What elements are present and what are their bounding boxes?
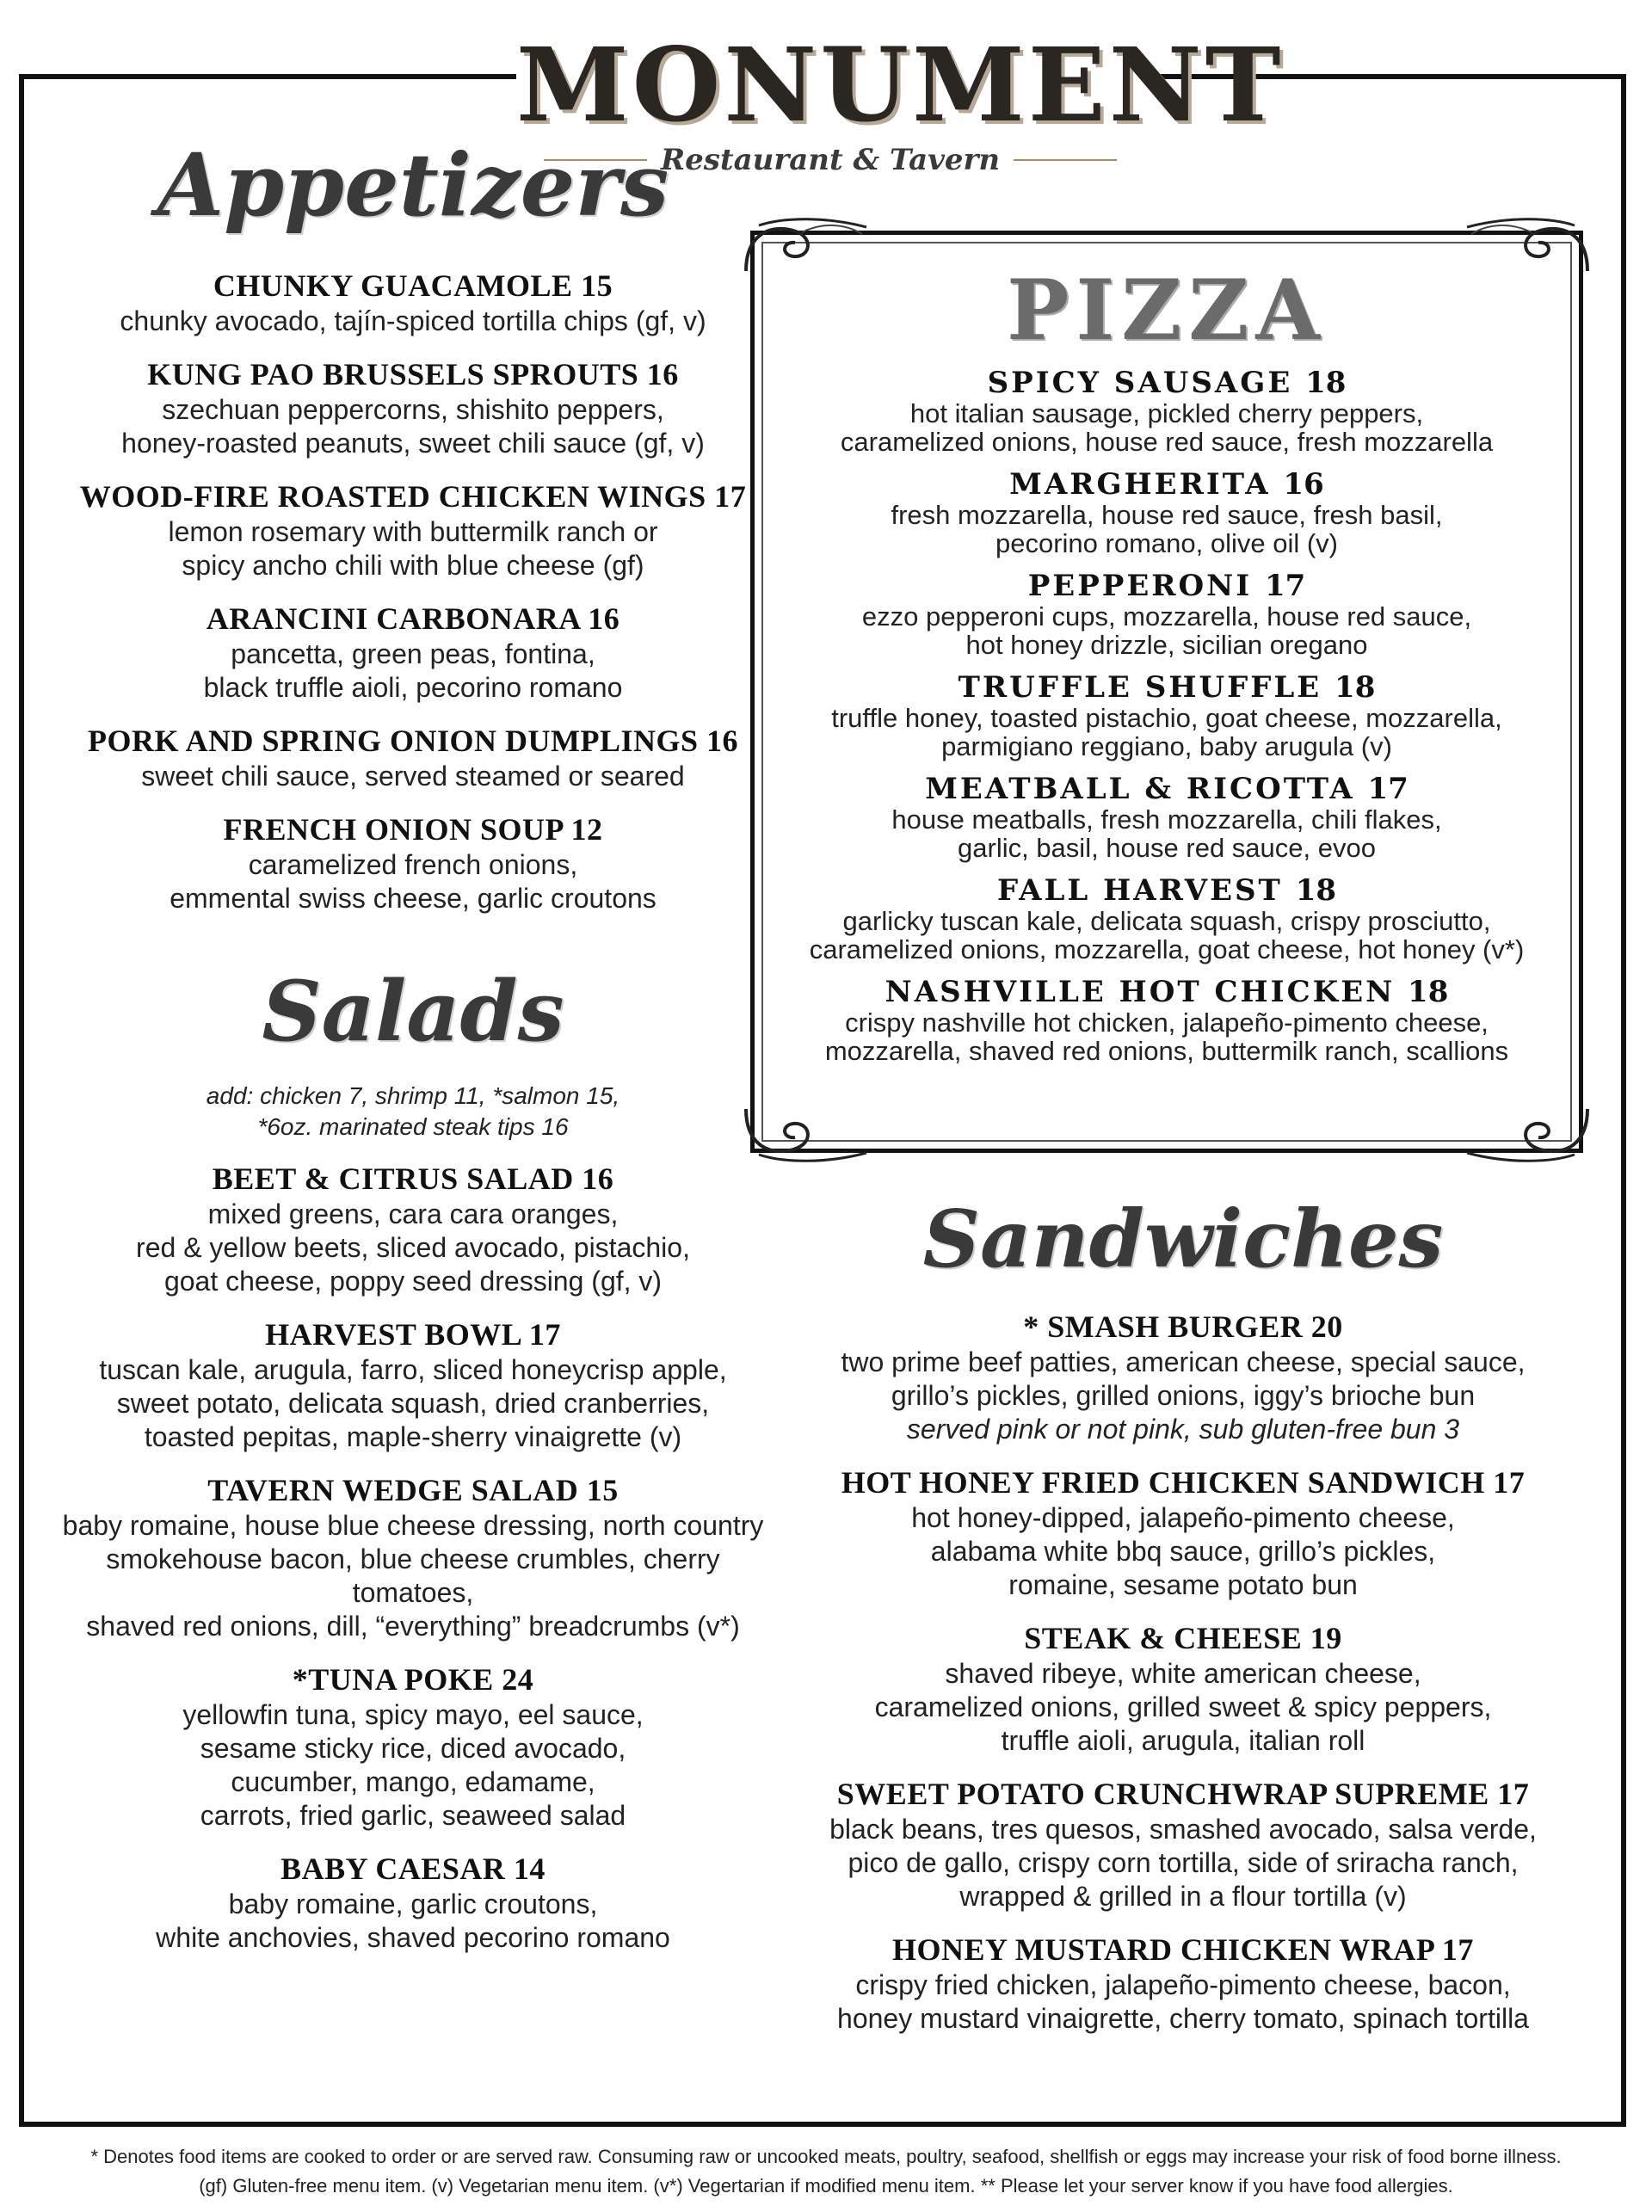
menu-item <box>52 1315 774 1454</box>
item-price: 18 <box>1408 975 1449 1009</box>
menu-item <box>52 722 774 793</box>
item-description: fresh mozzarella, house red sauce, fresh basil, <box>891 500 1443 530</box>
menu-item <box>774 1931 1592 2036</box>
item-description: baby romaine, garlic croutons, <box>228 1889 598 1919</box>
menu-item <box>52 600 774 705</box>
item-description: baby romaine, house blue cheese dressing, north country <box>62 1510 764 1541</box>
item-name: SWEET POTATO CRUNCHWRAP SUPREME 17 <box>836 1777 1530 1811</box>
item-description: wrapped & grilled in a flour tortilla (v) <box>959 1881 1407 1912</box>
item-description: caramelized onions, house red sauce, fresh mozzarella <box>840 427 1494 457</box>
item-description: garlic, basil, house red sauce, evoo <box>958 833 1376 863</box>
disclaimer-line: (gf) Gluten-free menu item. (v) Vegetarian menu item. (v*) Vegertarian if modified menu item. ** Please let your server know if you have food allergies. <box>199 2175 1453 2197</box>
item-description: pico de gallo, crispy corn tortilla, side of sriracha ranch, <box>848 1847 1519 1878</box>
menu-item <box>774 1775 1592 1913</box>
item-name: TAVERN WEDGE SALAD 15 <box>207 1473 619 1507</box>
item-description: truffle honey, toasted pistachio, goat cheese, mozzarella, <box>831 703 1502 733</box>
item-description: black truffle aioli, pecorino romano <box>203 672 623 703</box>
item-description: alabama white bbq sauce, grillo’s pickles, <box>930 1536 1436 1567</box>
disclaimer-line: * Denotes food items are cooked to order or are served raw. Consuming raw or uncooked meats, poultry, seafood, shellfish or eggs may increase your risk of food borne illness. <box>90 2146 1562 2167</box>
item-description: hot honey drizzle, sicilian oregano <box>965 630 1368 660</box>
menu-item <box>52 478 774 582</box>
item-description: pancetta, green peas, fontina, <box>231 638 595 669</box>
item-name: NASHVILLE HOT CHICKEN <box>885 975 1396 1009</box>
menu-item <box>52 1471 774 1643</box>
item-description: caramelized french onions, <box>248 849 578 880</box>
item-description: hot honey-dipped, jalapeño-pimento cheese, <box>911 1502 1455 1533</box>
logo-subtitle: Restaurant & Tavern <box>660 143 1001 177</box>
item-price: 16 <box>1283 467 1324 502</box>
item-name: MARGHERITA <box>1009 467 1271 502</box>
item-description: smokehouse bacon, blue cheese crumbles, cherry tomatoes, <box>106 1543 720 1608</box>
item-name: PEPPERONI <box>1027 569 1253 603</box>
item-description: shaved ribeye, white american cheese, <box>945 1658 1421 1689</box>
item-name: ARANCINI CARBONARA 16 <box>206 601 620 636</box>
salad-add-ons-note: add: chicken 7, shrimp 11, *salmon 15, *6oz. marinated steak tips 16 <box>206 1082 620 1140</box>
item-description: crispy fried chicken, jalapeño-pimento cheese, bacon, <box>855 1969 1511 2000</box>
corner-flourish-icon <box>1463 1105 1592 1165</box>
item-description: sweet potato, delicata squash, dried cranberries, <box>116 1388 710 1419</box>
item-name: BEET & CITRUS SALAD 16 <box>212 1161 614 1196</box>
menu-item <box>759 367 1575 456</box>
item-name: HARVEST BOWL 17 <box>265 1317 561 1352</box>
menu-item <box>52 267 774 338</box>
item-name: STEAK & CHEESE 19 <box>1024 1621 1342 1655</box>
item-price: 17 <box>1367 772 1409 806</box>
menu-item <box>759 468 1575 558</box>
item-description: white anchovies, shaved pecorino romano <box>156 1922 670 1953</box>
item-price: 18 <box>1335 670 1376 705</box>
item-name: KUNG PAO BRUSSELS SPROUTS 16 <box>147 357 679 391</box>
item-description: romaine, sesame potato bun <box>1008 1569 1358 1600</box>
item-description: yellowfin tuna, spicy mayo, eel sauce, <box>182 1699 644 1730</box>
item-name: WOOD-FIRE ROASTED CHICKEN WINGS 17 <box>79 479 747 514</box>
item-description: truffle aioli, arugula, italian roll <box>1001 1725 1365 1756</box>
item-description: cucumber, mango, edamame, <box>231 1766 595 1797</box>
item-description: crispy nashville hot chicken, jalapeño-pimento cheese, <box>845 1007 1489 1038</box>
item-name: FALL HARVEST <box>996 873 1283 908</box>
menu-item <box>52 1850 774 1955</box>
menu-item <box>759 570 1575 659</box>
item-name: CHUNKY GUACAMOLE 15 <box>213 268 613 303</box>
item-name: SPICY SAUSAGE <box>987 366 1293 400</box>
item-name: *TUNA POKE 24 <box>292 1662 534 1697</box>
menu-item <box>759 976 1575 1065</box>
item-name: TRUFFLE SHUFFLE <box>958 670 1322 705</box>
pizza-heading: PIZZA <box>1007 262 1327 359</box>
menu-item <box>759 671 1575 761</box>
salads-heading: Salads <box>262 963 564 1060</box>
menu-item <box>774 1308 1592 1446</box>
logo-title: MONUMENT <box>516 25 1285 145</box>
item-description: tuscan kale, arugula, farro, sliced honeycrisp apple, <box>99 1354 727 1385</box>
sandwiches-heading: Sandwiches <box>922 1192 1444 1285</box>
appetizers-heading: Appetizers <box>157 134 669 236</box>
menu-item <box>774 1619 1592 1758</box>
item-description: mixed greens, cara cara oranges, <box>207 1198 619 1229</box>
item-description: sweet chili sauce, served steamed or seared <box>141 761 685 792</box>
item-description: mozzarella, shaved red onions, buttermilk ranch, scallions <box>824 1036 1509 1066</box>
pizza-section <box>759 231 1575 1077</box>
item-description: emmental swiss cheese, garlic croutons <box>170 883 656 914</box>
menu-item <box>52 1661 774 1833</box>
menu-item <box>52 810 774 915</box>
item-price: 18 <box>1305 366 1347 400</box>
corner-flourish-icon <box>742 1105 871 1165</box>
item-description: sesame sticky rice, diced avocado, <box>200 1733 626 1764</box>
item-description: parmigiano reggiano, baby arugula (v) <box>941 731 1392 761</box>
item-description: caramelized onions, mozzarella, goat cheese, hot honey (v*) <box>809 934 1525 964</box>
logo-rule-right <box>1014 159 1117 161</box>
item-description: szechuan peppercorns, shishito peppers, <box>162 394 664 425</box>
item-description: honey mustard vinaigrette, cherry tomato, spinach tortilla <box>837 2003 1529 2034</box>
menu-item <box>759 773 1575 862</box>
item-description: toasted pepitas, maple-sherry vinaigrette (v) <box>144 1421 682 1452</box>
item-description: hot italian sausage, pickled cherry peppers, <box>909 398 1424 428</box>
item-name: HONEY MUSTARD CHICKEN WRAP 17 <box>892 1932 1474 1967</box>
item-name: BABY CAESAR 14 <box>280 1852 546 1886</box>
left-column <box>52 0 774 1972</box>
item-description: pecorino romano, olive oil (v) <box>995 528 1338 558</box>
item-description: lemon rosemary with buttermilk ranch or <box>168 516 658 547</box>
item-name: HOT HONEY FRIED CHICKEN SANDWICH 17 <box>841 1465 1526 1500</box>
item-description: garlicky tuscan kale, delicata squash, crispy prosciutto, <box>842 906 1491 936</box>
menu-item <box>52 1160 774 1298</box>
item-description: house meatballs, fresh mozzarella, chili flakes, <box>891 804 1442 835</box>
item-name: * SMASH BURGER 20 <box>1023 1309 1343 1344</box>
item-description: spicy ancho chili with blue cheese (gf) <box>182 550 644 581</box>
menu-item <box>52 355 774 460</box>
item-description: red & yellow beets, sliced avocado, pistachio, <box>136 1232 690 1263</box>
item-price: 17 <box>1264 569 1306 603</box>
item-price: 18 <box>1295 873 1337 908</box>
item-name: MEATBALL & RICOTTA <box>925 772 1355 806</box>
item-description: grillo’s pickles, grilled onions, iggy’s brioche bun <box>891 1380 1476 1411</box>
item-description: shaved red onions, dill, “everything” breadcrumbs (v*) <box>86 1611 740 1642</box>
sandwiches-section <box>774 1179 1592 2053</box>
allergy-disclaimer <box>0 2142 1652 2201</box>
item-description: ezzo pepperoni cups, mozzarella, house red sauce, <box>861 601 1472 632</box>
item-name: FRENCH ONION SOUP 12 <box>223 812 603 847</box>
item-description: goat cheese, poppy seed dressing (gf, v) <box>163 1266 663 1297</box>
item-note: served pink or not pink, sub gluten-free bun 3 <box>906 1414 1460 1445</box>
menu-item <box>774 1463 1592 1602</box>
item-description: honey-roasted peanuts, sweet chili sauce (gf, v) <box>121 428 705 459</box>
item-description: caramelized onions, grilled sweet & spicy peppers, <box>874 1691 1492 1722</box>
item-description: chunky avocado, tajín-spiced tortilla chips (gf, v) <box>120 305 706 336</box>
menu-item <box>759 874 1575 964</box>
item-name: PORK AND SPRING ONION DUMPLINGS 16 <box>87 724 739 758</box>
item-description: black beans, tres quesos, smashed avocado, salsa verde, <box>829 1814 1537 1845</box>
item-description: two prime beef patties, american cheese, special sauce, <box>841 1346 1526 1377</box>
item-description: carrots, fried garlic, seaweed salad <box>200 1800 626 1831</box>
